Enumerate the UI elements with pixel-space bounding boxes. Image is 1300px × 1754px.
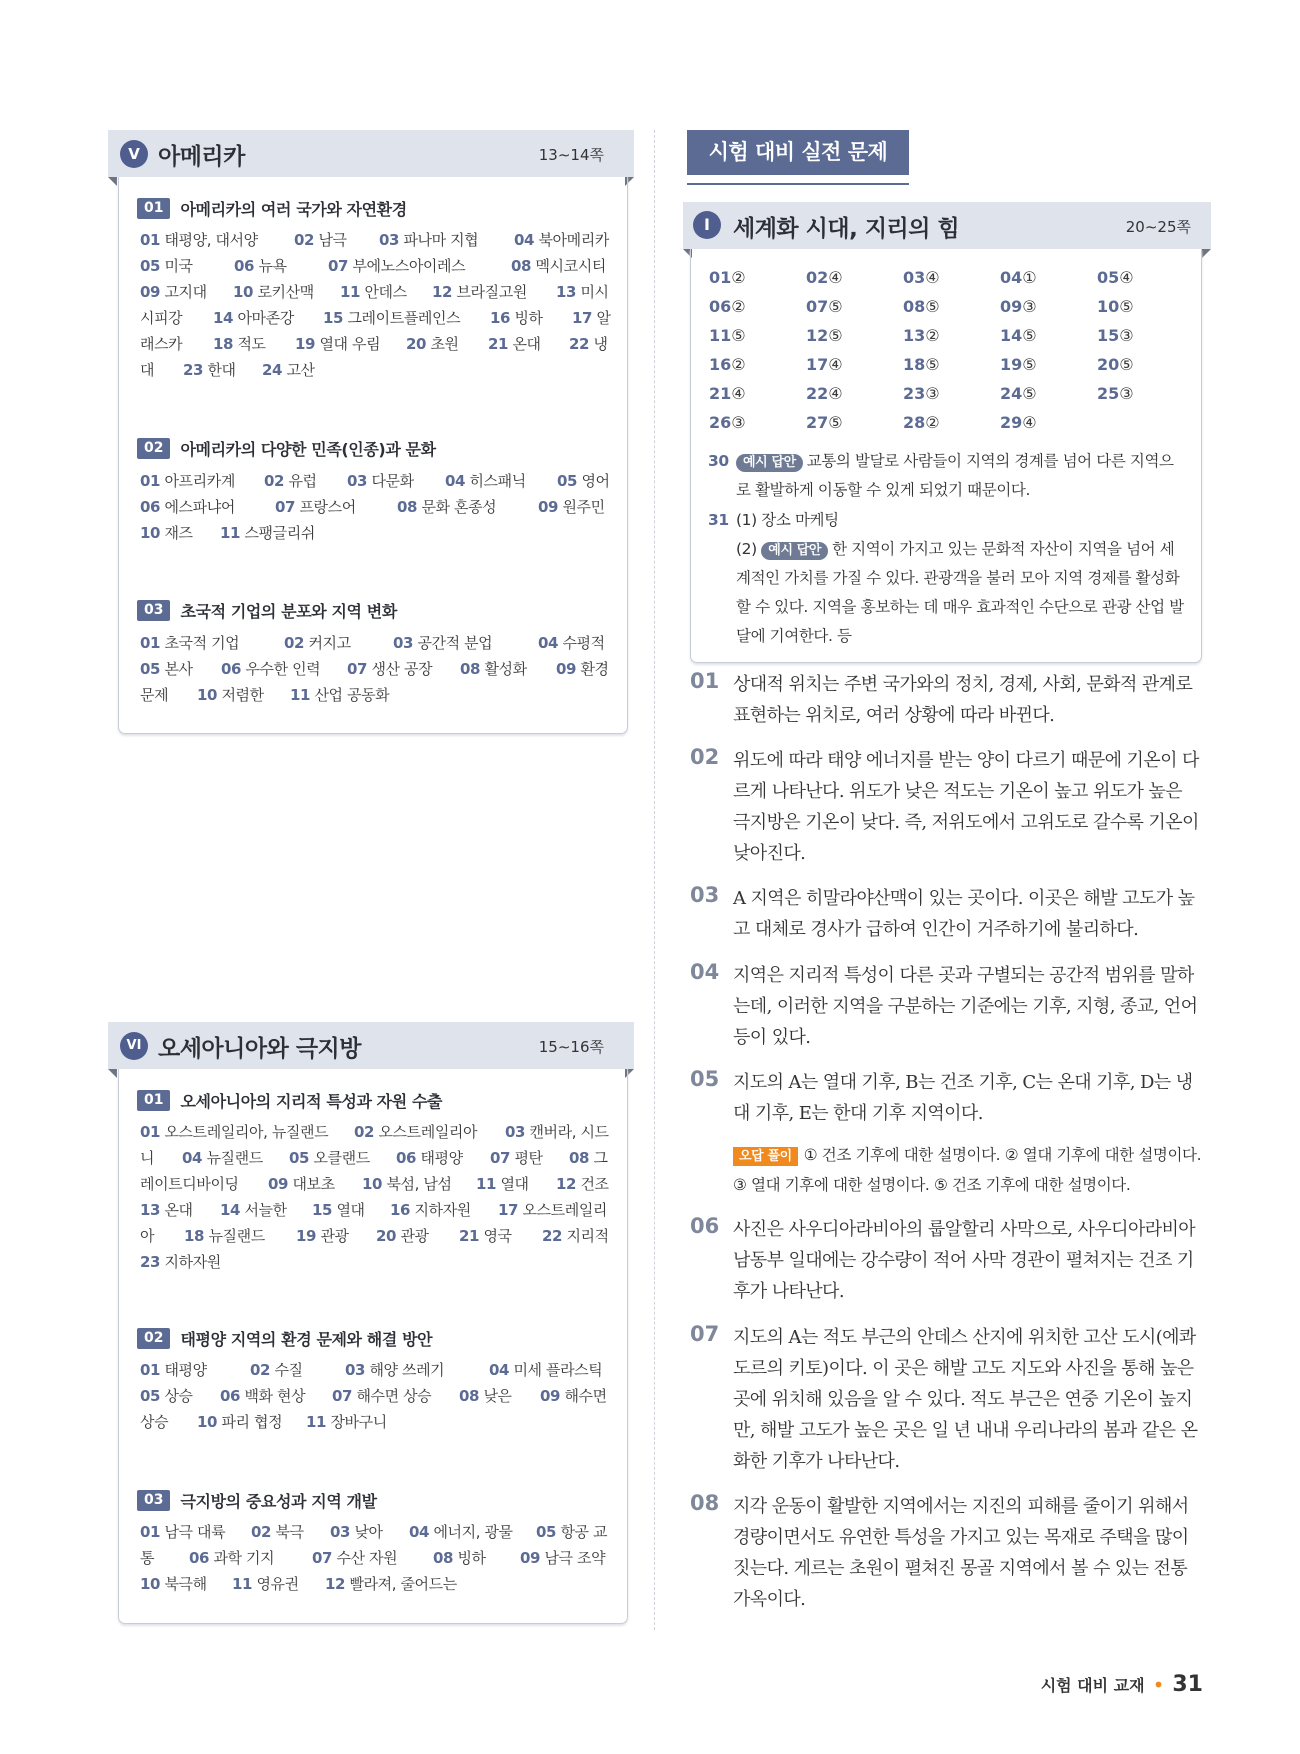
essay-answer-31: 31 (1) 장소 마케팅 (2) 예시 답안 한 지역이 가지고 있는 문화적 자산이 지역을 넘어 세계적인 가치를 가질 수 있다. 관광객을 불러 모아 지역 경제를 활성화할 수 있다. 지역을 홍보하는 데 매우 효과적인 수단으로 관광 산업 발달에 기여한다. 등	[708, 511, 1184, 645]
subsection-title: 아메리카의 여러 국가와 자연환경	[180, 200, 407, 219]
exam-practice-badge: 시험 대비 실전 문제	[687, 130, 909, 175]
section-pages: 15∼16쪽	[538, 1038, 604, 1056]
section-title: 오세아니아와 극지방	[158, 1036, 361, 1062]
mc-answer: 18⑤	[903, 355, 940, 374]
answer-line: 10 재즈 11 스팽글리쉬	[140, 524, 315, 542]
answer-line: 10 북극해 11 영유권 12 빨라져, 줄어드는	[140, 1575, 457, 1593]
answer-line: 통 06 과학 기지 07 수산 자원 08 빙하 09 남극 조약	[140, 1549, 606, 1567]
mc-answer: 28②	[903, 413, 940, 432]
section-header-i	[683, 202, 1211, 249]
mc-answer: 03④	[903, 268, 940, 287]
answer-line: 01 아프리카계 02 유럽 03 다문화 04 히스패닉 05 영어	[140, 472, 610, 490]
mc-answer: 24⑤	[1000, 384, 1037, 403]
column-divider	[654, 130, 655, 1630]
wrong-answer-tag: 오답 풀이	[733, 1147, 798, 1166]
answer-line: 23 지하자원	[140, 1253, 221, 1271]
answer-line: 상승 10 파리 협정 11 장바구니	[140, 1413, 387, 1431]
footer-dot: •	[1152, 1672, 1165, 1697]
mc-answer: 21④	[709, 384, 746, 403]
mc-answer: 29④	[1000, 413, 1037, 432]
mc-answer: 10⑤	[1097, 297, 1134, 316]
answer-line: 01 남극 대륙 02 북극 03 낮아 04 에너지, 광물 05 항공 교	[140, 1523, 608, 1541]
section-pages: 20∼25쪽	[1125, 218, 1191, 236]
subsection-header	[137, 1327, 432, 1350]
subsection-header	[137, 599, 397, 622]
answer-line: 래스카 18 적도 19 열대 우림 20 초원 21 온대 22 냉	[140, 335, 608, 353]
mc-answer: 13②	[903, 326, 940, 345]
subsection-header	[137, 437, 436, 460]
subsection-title: 태평양 지역의 환경 문제와 해결 방안	[180, 1330, 433, 1349]
subsection-number: 01	[137, 198, 170, 219]
mc-answer: 05④	[1097, 268, 1134, 287]
mc-answer: 04①	[1000, 268, 1037, 287]
mc-answer: 19⑤	[1000, 355, 1037, 374]
subsection-number: 02	[137, 438, 170, 459]
roman-numeral-badge: I	[693, 211, 721, 239]
mc-answer: 20⑤	[1097, 355, 1134, 374]
answer-line: 01 태평양 02 수질 03 해양 쓰레기 04 미세 플라스틱	[140, 1361, 603, 1379]
roman-numeral-badge: VI	[120, 1032, 148, 1060]
wrong-answer-explanation: 오답 풀이 ① 건조 기후에 대한 설명이다. ② 열대 기후에 대한 설명이다. ③ 열대 기후에 대한 설명이다. ⑤ 건조 기후에 대한 설명이다.	[733, 1146, 1202, 1194]
mc-answer: 07⑤	[806, 297, 843, 316]
answer-line: 06 에스파냐어 07 프랑스어 08 문화 혼종성 09 원주민	[140, 498, 605, 516]
roman-numeral-badge: V	[120, 140, 148, 168]
mc-answer: 25③	[1097, 384, 1134, 403]
section-title: 세계화 시대, 지리의 힘	[733, 216, 960, 242]
mc-answer: 23③	[903, 384, 940, 403]
section-header-vi	[108, 1022, 634, 1069]
subsection-title: 아메리카의 다양한 민족(인종)과 문화	[180, 440, 436, 459]
answer-line: 01 오스트레일리아, 뉴질랜드 02 오스트레일리아 03 캔버라, 시드	[140, 1123, 609, 1141]
subsection-title: 오세아니아의 지리적 특성과 자원 수출	[180, 1092, 443, 1111]
mc-answer: 27⑤	[806, 413, 843, 432]
answer-line: 05 미국 06 뉴욕 07 부에노스아이레스 08 멕시코시티	[140, 257, 606, 275]
subsection-number: 02	[137, 1328, 170, 1349]
mc-answer: 09③	[1000, 297, 1037, 316]
mc-answer: 02④	[806, 268, 843, 287]
answer-line: 시피강 14 아마존강 15 그레이트플레인스 16 빙하 17 알	[140, 309, 611, 327]
subsection-title: 극지방의 중요성과 지역 개발	[180, 1492, 377, 1511]
answer-line: 05 상승 06 백화 현상 07 해수면 상승 08 낮은 09 해수면	[140, 1387, 607, 1405]
essay-answer-30: 30 예시 답안 교통의 발달로 사람들이 지역의 경계를 넘어 다른 지역으로 활발하게 이동할 수 있게 되었기 때문이다.	[708, 452, 1174, 499]
subsection-header	[137, 197, 407, 220]
mc-answer: 26③	[709, 413, 746, 432]
mc-answer: 15③	[1097, 326, 1134, 345]
answer-line: 니 04 뉴질랜드 05 오클랜드 06 태평양 07 평탄 08 그	[140, 1149, 608, 1167]
mc-answer: 08⑤	[903, 297, 940, 316]
answer-line: 13 온대 14 서늘한 15 열대 16 지하자원 17 오스트레일리	[140, 1201, 607, 1219]
subsection-number: 01	[137, 1090, 170, 1111]
subsection-title: 초국적 기업의 분포와 지역 변화	[180, 602, 397, 621]
page-number: 31	[1172, 1672, 1203, 1697]
answer-line: 09 고지대 10 로키산맥 11 안데스 12 브라질고원 13 미시	[140, 283, 609, 301]
mc-answer: 11⑤	[709, 326, 746, 345]
subsection-header	[137, 1089, 442, 1112]
subsection-number: 03	[137, 600, 170, 621]
section-title: 아메리카	[158, 144, 245, 170]
mc-answer: 06②	[709, 297, 746, 316]
answer-line: 05 본사 06 우수한 인력 07 생산 공장 08 활성화 09 환경	[140, 660, 609, 678]
section-header-v	[108, 130, 634, 177]
answer-line: 문제 10 저렴한 11 산업 공동화	[140, 686, 390, 704]
answer-line: 레이트디바이딩 09 대보초 10 북섬, 남섬 11 열대 12 건조	[140, 1175, 609, 1193]
answer-line: 아 18 뉴질랜드 19 관광 20 관광 21 영국 22 지리적	[140, 1227, 609, 1245]
answer-line: 01 초국적 기업 02 커지고 03 공간적 분업 04 수평적	[140, 634, 605, 652]
mc-answer: 12⑤	[806, 326, 843, 345]
subsection-header	[137, 1489, 377, 1512]
page-footer	[1041, 1672, 1203, 1697]
mc-answer: 14⑤	[1000, 326, 1037, 345]
example-answer-tag: 예시 답안	[736, 454, 803, 472]
mc-answer: 22④	[806, 384, 843, 403]
mc-answer: 01②	[709, 268, 746, 287]
footer-book-title: 시험 대비 교재	[1040, 1676, 1145, 1695]
answer-line: 01 태평양, 대서양 02 남극 03 파나마 지협 04 북아메리카	[140, 231, 609, 249]
mc-answer: 16②	[709, 355, 746, 374]
section-pages: 13∼14쪽	[538, 146, 604, 164]
subsection-number: 03	[137, 1490, 170, 1511]
mc-answer: 17④	[806, 355, 843, 374]
answer-line: 대 23 한대 24 고산	[140, 361, 315, 379]
example-answer-tag: 예시 답안	[761, 542, 828, 560]
